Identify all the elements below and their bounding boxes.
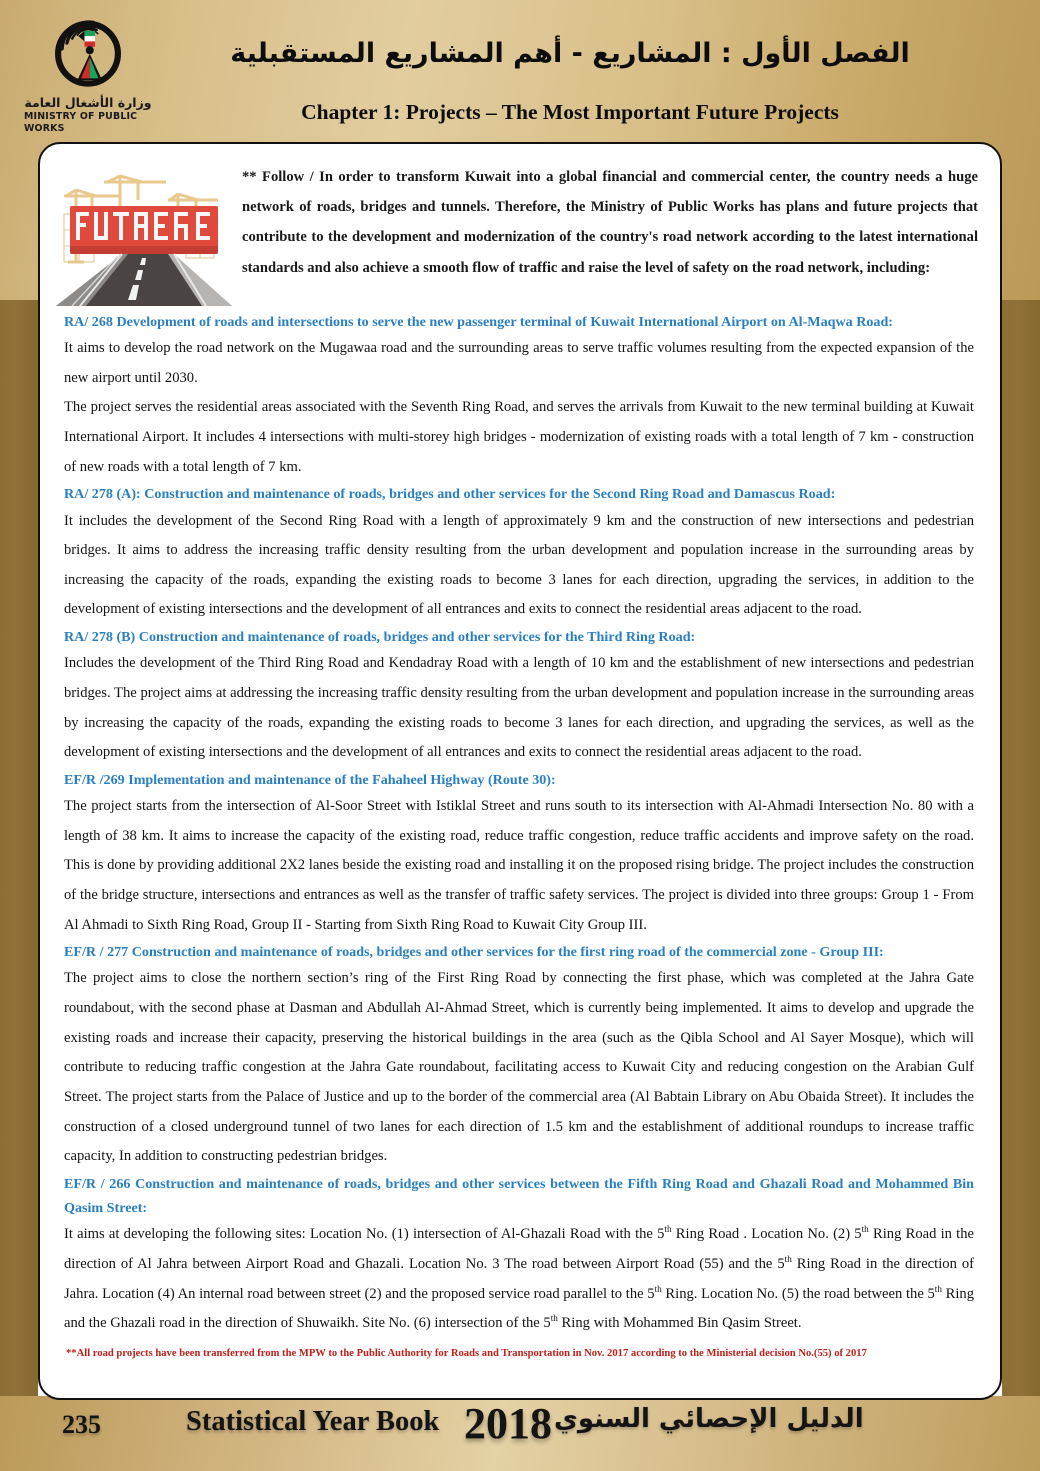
project-heading-ra268: RA/ 268 Development of roads and intersections to serve the new passenger terminal of Kuwait International Airport on Al-Maqwa Road:	[64, 314, 894, 330]
future-roads-image-icon	[56, 154, 232, 306]
logo-arabic-label: وزارة الأشغال العامة	[24, 94, 152, 110]
left-margin-bar	[0, 300, 38, 1471]
footer-year: 2018	[464, 1399, 552, 1448]
project-text-ra268-1: It aims to develop the road network on the Mugawaa road and the surrounding areas to serve traffic volumes resulting from the expected expansion of the new airport until 2030.	[64, 340, 974, 386]
project-heading-efr277: EF/R / 277 Construction and maintenance of roads, bridges and other services for the first ring road of the commercial zone - Group III:	[64, 944, 884, 961]
chapter-title-arabic: الفصل الأول : المشاريع - أهم المشاريع المستقبلية	[230, 38, 910, 69]
project-text-efr269-1: The project starts from the intersection of Al-Soor Street with Istiklal Street and runs south to its intersection with Al-Ahmadi Intersection No. 80 with a length of 38 km. It aims to increase the capacity of the existing road, reduce traffic congestion, reduce traffic accidents and improve safety on the road. This is done by providing additional 2X2 lanes beside the existing road and installing it on the proposed rising bridge. The project includes the construction of the bridge structure, intersections and entrances as well as the transfer of traffic safety services. The project is divided into three groups: Group 1 - From Al Ahmadi to Sixth Ring Road, Group II - Starting from Sixth Ring Road to Kuwait City Group III.	[64, 798, 974, 933]
project-heading-ra278a: RA/ 278 (A): Construction and maintenance of roads, bridges and other services for the Second Ring Road and Damascus Road:	[64, 486, 836, 503]
project-text-ra268-2: The project serves the residential areas associated with the Seventh Ring Road, and serves the arrivals from Kuwait to the new terminal building at Kuwait International Airport. It includes 4 intersections with multi-storey high bridges - modernization of existing roads with a total length of 7 km - construction of new roads with a total length of 7 km.	[64, 399, 974, 475]
transfer-footnote: **All road projects have been transferred from the MPW to the Public Authority for Roads and Transportation in Nov. 2017 according to the Ministerial decision No.(55) of 2017	[66, 1347, 867, 1359]
page-number: 235	[62, 1410, 101, 1439]
content-card	[38, 142, 1002, 1400]
right-margin-bar	[1002, 300, 1040, 1471]
logo-english-label: MINISTRY OF PUBLIC WORKS	[24, 111, 138, 134]
project-heading-efr266: EF/R / 266 Construction and maintenance of roads, bridges and other services between the Fifth Ring Road and Ghazali Road and Mohammed Bin Qasim Street:	[64, 1175, 974, 1217]
chapter-title-english: Chapter 1: Projects – The Most Important Future Projects	[301, 100, 839, 124]
mpw-swirl-logo-icon	[42, 8, 134, 96]
ministry-logo	[24, 8, 152, 134]
project-text-ra278b-1: Includes the development of the Third Ring Road and Kendadray Road with a length of 10 km and the establishment of new intersections and pedestrian bridges. The project aims at addressing the increasing traffic density resulting from the urban development and population increase in the surrounding areas by increasing the capacity of the roads, expanding the existing roads to become 3 lanes for each direction, and upgrading the services, as well as the development of existing intersections and the development of all entrances and exits to connect the residential areas adjacent to the road.	[64, 655, 974, 761]
intro-paragraph: ** Follow / In order to transform Kuwait into a global financial and commercial center, the country needs a huge network of roads, bridges and tunnels. Therefore, the Ministry of Public Works has plans and future projects that contribute to the development and modernization of the country's road network according to the latest international standards and also achieve a smooth flow of traffic and raise the level of safety on the road network, including:	[242, 169, 978, 276]
project-text-efr266-1: It aims at developing the following sites: Location No. (1) intersection of Al-Ghazali Road with the 5th Ring Road . Location No. (2) 5th Ring Road in the direction of Al Jahra between Airport Road and Ghazali. Location No. 3 The road between Airport Road (55) and the 5th Ring Road in the direction of Jahra. Location (4) An internal road between street (2) and the proposed service road parallel to the 5th Ring. Location No. (5) the road between the 5th Ring and the Ghazali road in the direction of Shuwaikh. Site No. (6) intersection of the 5th Ring with Mohammed Bin Qasim Street.	[64, 1224, 975, 1332]
page-header	[0, 0, 1040, 142]
project-heading-ra278b: RA/ 278 (B) Construction and maintenance of roads, bridges and other services for the Third Ring Road:	[64, 629, 696, 646]
footer-title-english: Statistical Year Book	[186, 1406, 440, 1437]
intro-block	[54, 152, 986, 308]
footer-title-arabic: الدليل الإحصائي السنوي	[554, 1404, 864, 1434]
project-text-ra278a-1: It includes the development of the Second Ring Road with a length of approximately 9 km and the construction of new intersections and pedestrian bridges. It aims to address the increasing traffic density resulting from the urban development and population increase in the surrounding areas by increasing the capacity of the roads, expanding the existing roads to become 3 lanes for each direction, upgrading the services, in addition to the development of existing intersections and the development of all entrances and exits to connect the residential areas adjacent to the road.	[64, 512, 974, 618]
project-text-efr277-1: The project aims to close the northern section’s ring of the First Ring Road by connecting the first phase, which was completed at the Jahra Gate roundabout, with the second phase at Dasman and Abdullah Al-Ahmad Street, which is currently being implemented. It aims to develop and upgrade the existing roads and increase their capacity, preserving the historical buildings in the area (such as the Qibla School and Al Sayer Mosque), which will contribute to reducing traffic congestion at the Jahra Gate roundabout, facilitating access to Kuwait City and reducing congestion on the Arabian Gulf Street. The project starts from the Palace of Justice and up to the border of the commercial area (Al Babtain Library on Abu Obaida Street). It includes the construction of a closed underground tunnel of two lanes for each direction of 1.5 km and the establishment of additional roundups to increase traffic capacity, In addition to constructing pedestrian bridges.	[64, 970, 974, 1165]
future-illustration	[56, 154, 232, 306]
project-heading-efr269: EF/R /269 Implementation and maintenance of the Fahaheel Highway (Route 30):	[64, 771, 556, 788]
projects-list	[54, 308, 986, 1362]
page-footer	[0, 1396, 1040, 1471]
